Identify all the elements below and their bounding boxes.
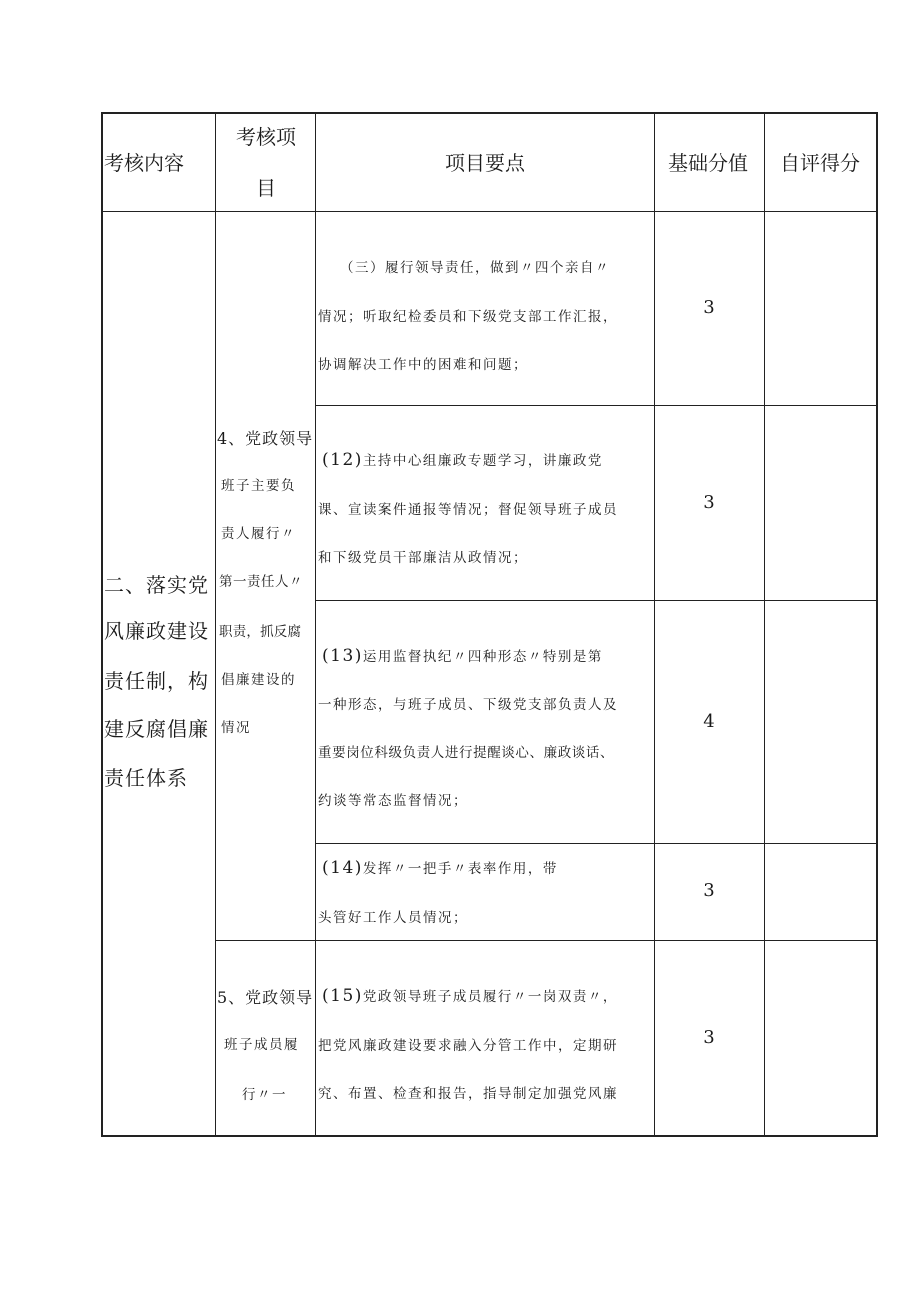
point-line: 把党风廉政建设要求融入分管工作中，定期研 [318,1038,618,1054]
point-line: (12)主持中心组廉政专题学习，讲廉政党 [322,450,603,470]
header-points: 项目要点 [445,151,525,175]
section-line: 责任体系 [104,766,188,790]
point-line: 约谈等常态监督情况； [318,793,468,809]
point-line: 协调解决工作中的困难和问题； [318,357,528,373]
header-item-line2: 目 [256,176,276,200]
point-line: (14)发挥〃一把手〃表率作用，带 [322,858,558,878]
header-base-score: 基础分值 [668,151,748,175]
item-line: 5、党政领导 [217,988,314,1007]
point-number: (15) [322,986,363,1006]
section-line: 建反腐倡廉 [104,717,209,741]
item-line: 4、党政领导 [217,429,314,448]
item-line: 班子主要负 [221,478,296,494]
point-line: 重要岗位科级负责人进行提醒谈心、廉政谈话、 [318,745,615,761]
base-score: 3 [703,1027,715,1048]
section-line: 风廉政建设 [104,619,209,643]
header-item-line1: 考核项 [236,125,296,149]
header-self-score: 自评得分 [780,151,860,175]
point-line: 和下级党员干部廉洁从政情况； [318,550,528,566]
section-line: 二、落实党 [104,573,209,597]
point-line: 情况；听取纪检委员和下级党支部工作汇报， [318,309,618,325]
point-line: 课、宣读案件通报等情况；督促领导班子成员 [318,502,618,518]
base-score: 3 [703,297,715,318]
item-line: 职责，抓反腐 [219,624,302,640]
point-number: (12) [322,450,363,470]
point-line: (15)党政领导班子成员履行〃一岗双责〃， [322,986,618,1006]
item-line: 责人履行〃 [221,526,296,542]
item-line: 第一责任人〃 [219,574,303,590]
point-line: 究、布置、检查和报告，指导制定加强党风廉 [318,1086,618,1102]
point-line: 一种形态，与班子成员、下级党支部负责人及 [318,697,618,713]
base-score: 3 [703,492,715,513]
header-content: 考核内容 [104,151,184,175]
point-line: 头管好工作人员情况； [318,910,468,926]
item-line: 情况 [221,720,251,736]
base-score: 3 [703,880,715,901]
point-number: (13) [322,646,363,666]
item-line: 行〃一 [242,1087,287,1103]
section-line: 责任制，构 [104,669,209,693]
point-line: （三）履行领导责任，做到〃四个亲自〃 [340,260,610,276]
point-line: (13)运用监督执纪〃四种形态〃特别是第 [322,646,603,666]
point-number: (14) [322,858,363,878]
item-line: 班子成员履 [224,1037,299,1053]
item-line: 倡廉建设的 [221,672,296,688]
base-score: 4 [703,711,715,732]
